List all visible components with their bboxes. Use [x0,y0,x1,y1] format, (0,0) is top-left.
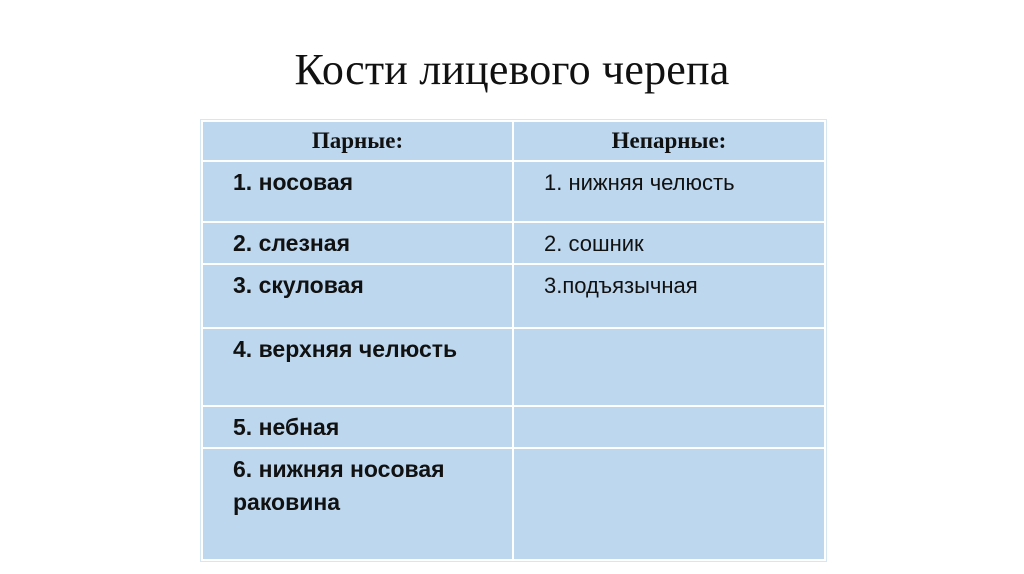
cell-unpaired-6 [513,448,825,560]
table-row [202,264,825,328]
bones-table [201,120,826,561]
table-row [202,222,825,264]
cell-unpaired-1: 1. нижняя челюсть [513,161,825,222]
cell-paired-1: 1. носовая [202,161,513,222]
cell-paired-5: 5. небная [202,406,513,448]
table-row [202,161,825,222]
cell-paired-6: 6. нижняя носовая раковина [202,448,513,560]
cell-unpaired-2: 2. сошник [513,222,825,264]
header-unpaired: Непарные: [513,121,825,161]
cell-unpaired-3: 3.подъязычная [513,264,825,328]
table-header-row [202,121,825,161]
table-row [202,328,825,406]
header-paired: Парные: [202,121,513,161]
table-row [202,406,825,448]
cell-paired-3: 3. скуловая [202,264,513,328]
cell-unpaired-4 [513,328,825,406]
slide-title: Кости лицевого черепа [294,45,730,94]
table-row [202,448,825,560]
cell-unpaired-5 [513,406,825,448]
cell-paired-2: 2. слезная [202,222,513,264]
cell-paired-4: 4. верхняя челюсть [202,328,513,406]
